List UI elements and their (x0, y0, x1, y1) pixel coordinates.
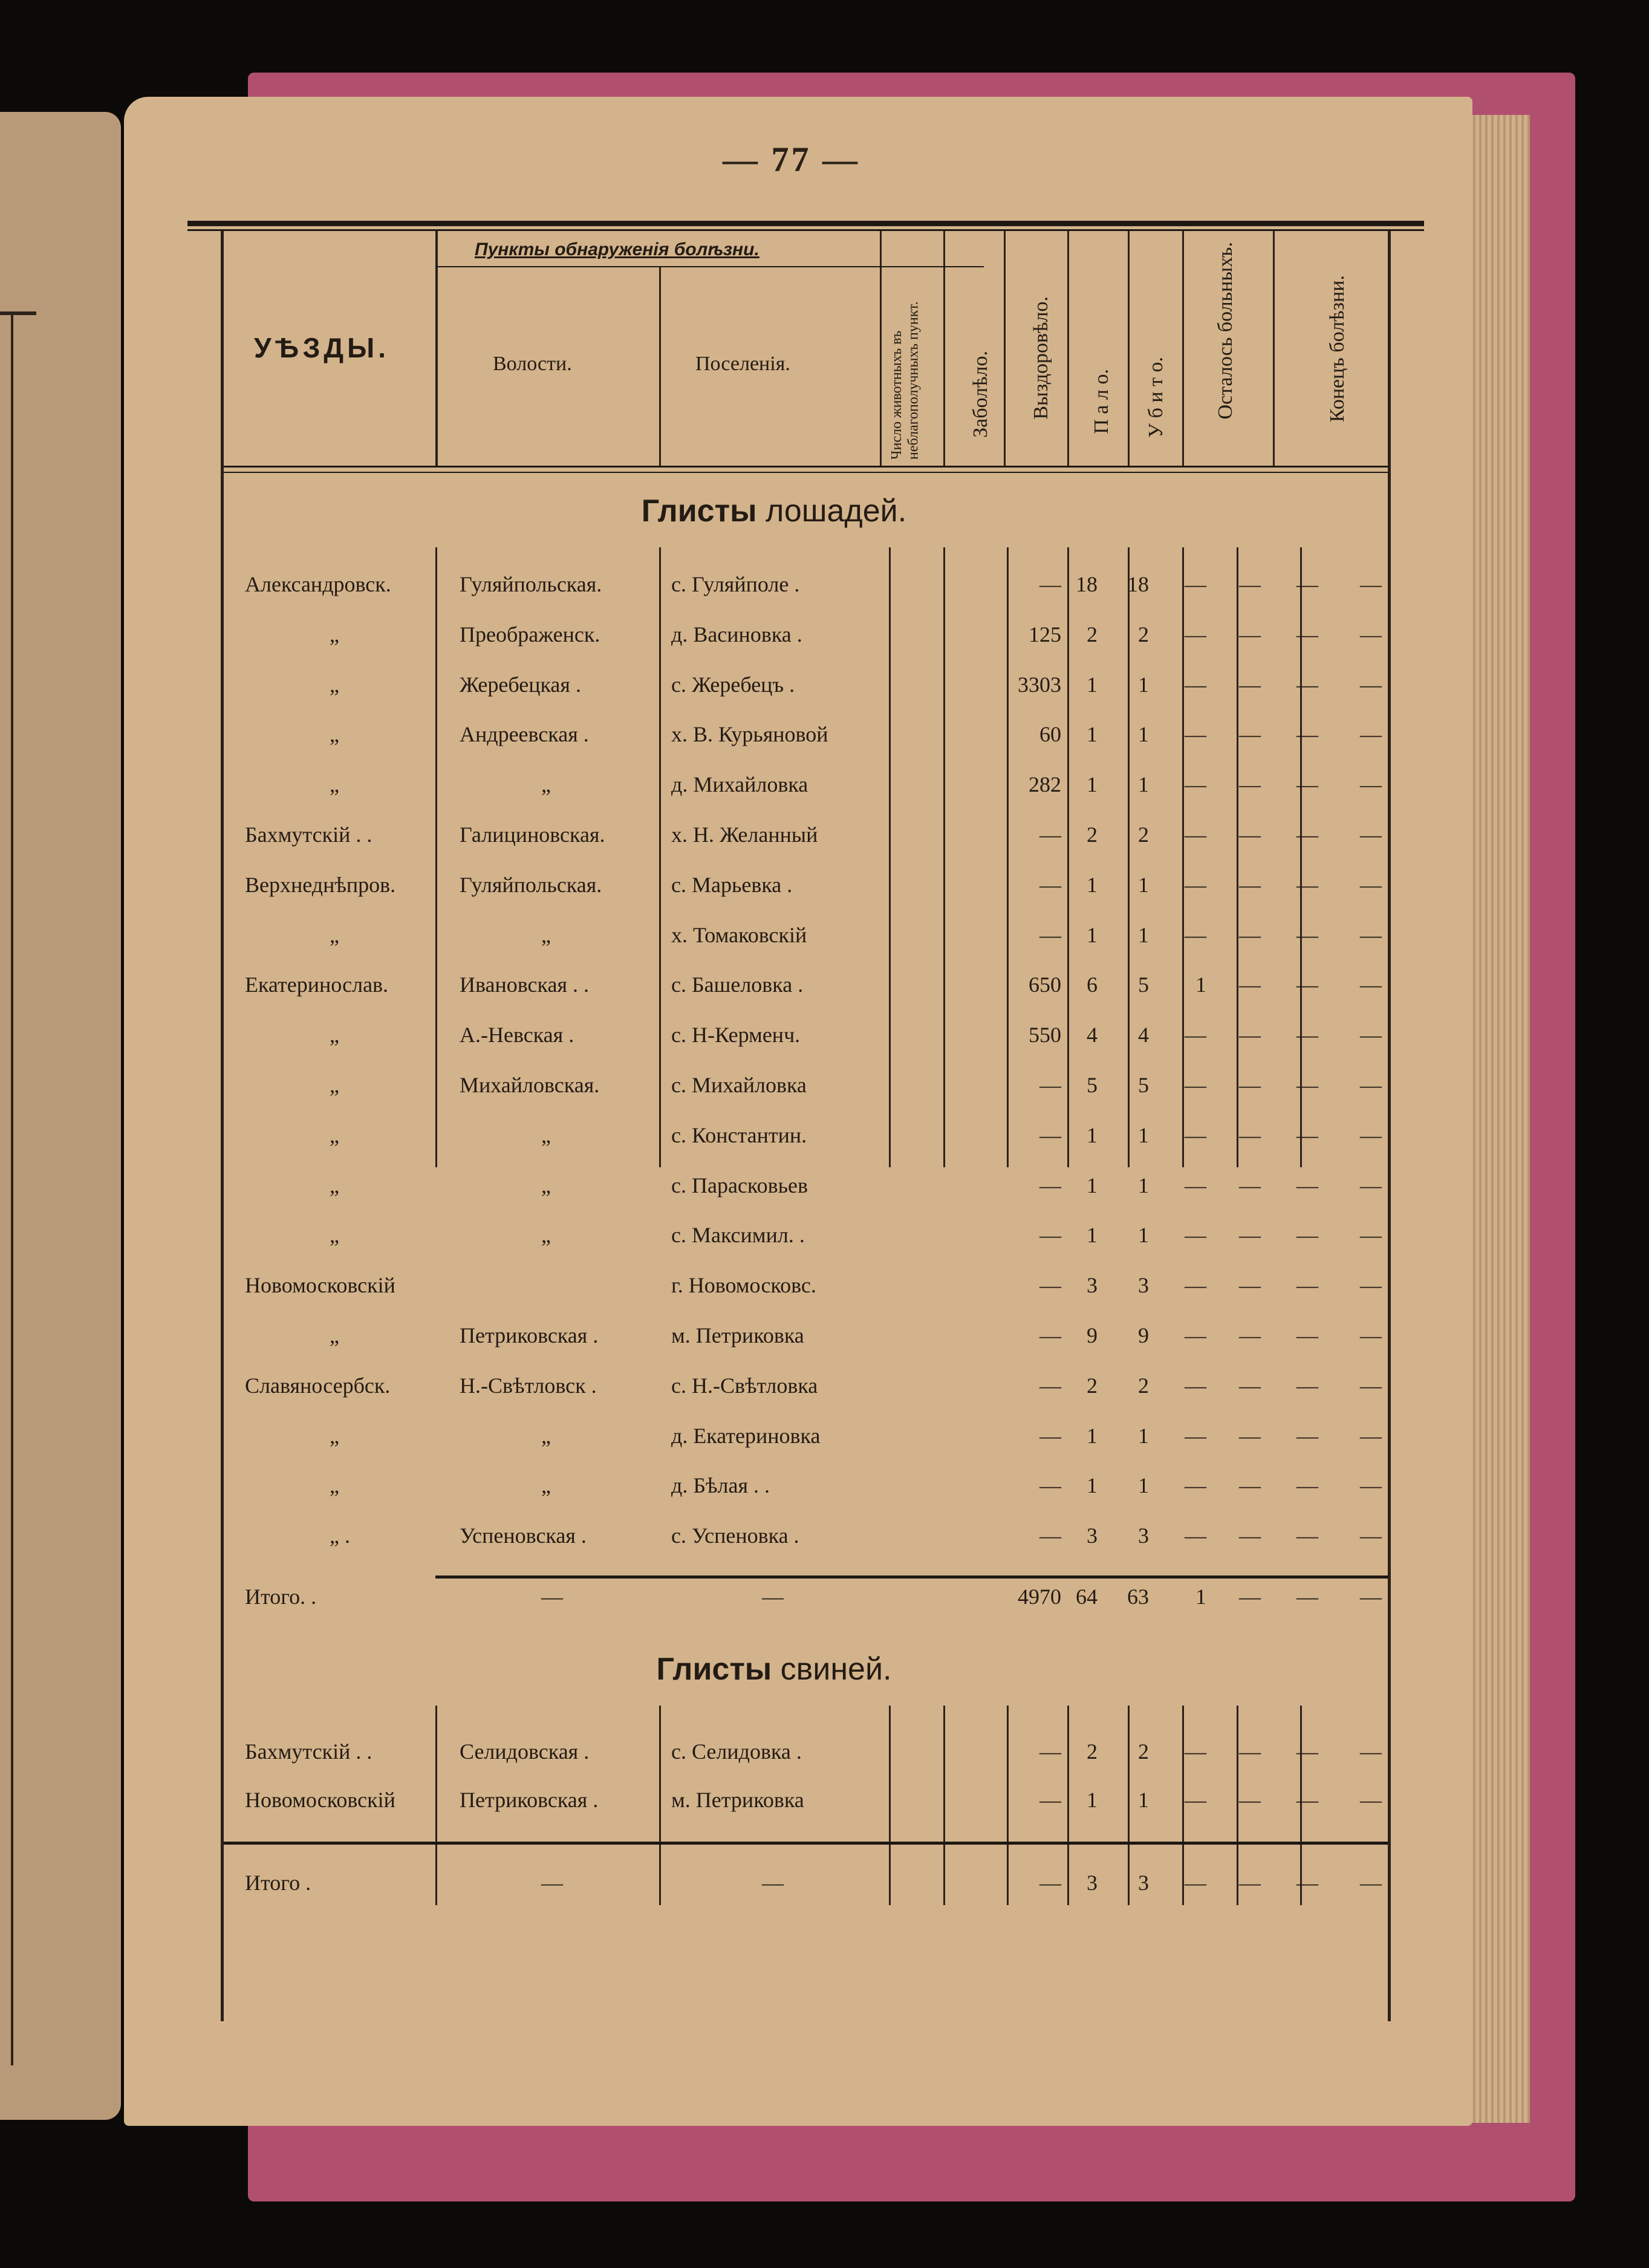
column-divider (889, 547, 891, 1167)
header-group: Пункты обнаруженія болѣзни. (475, 240, 759, 259)
table-cell: 1 (1087, 1788, 1098, 1812)
table-cell: — (1185, 622, 1206, 647)
table-cell: Преображенск. (460, 622, 600, 647)
table-cell: — (1039, 1788, 1061, 1812)
table-cell: — (1239, 973, 1261, 997)
table-cell: — (1239, 722, 1261, 747)
column-divider (435, 547, 437, 1167)
table-cell: 1 (1138, 672, 1149, 697)
table-cell: Гуляйпольская. (460, 872, 602, 897)
table-cell: Н.-Свѣтловск . (460, 1373, 597, 1398)
table-cell: Итого. . (245, 1585, 317, 1609)
table-cell: — (1296, 772, 1318, 797)
table-cell: — (1185, 1373, 1206, 1398)
table-cell: 1 (1195, 973, 1206, 997)
table-cell: Андреевская . (460, 722, 589, 747)
table-cell: — (1185, 1323, 1206, 1347)
table-cell: — (1360, 572, 1382, 596)
total-rule-2 (224, 1842, 1388, 1845)
table-cell: — (1296, 1073, 1318, 1097)
table-cell: — (1360, 1523, 1382, 1548)
table-cell: — (1039, 1223, 1061, 1248)
table-cell: — (1296, 1788, 1318, 1812)
table-cell: 3303 (1018, 672, 1061, 697)
table-cell: с. Константин. (671, 1123, 807, 1147)
header-konets: Конецъ болѣзни. (1326, 275, 1348, 423)
table-cell: 3 (1087, 1871, 1098, 1895)
table-cell: — (1185, 1871, 1206, 1895)
table-cell: — (1185, 823, 1206, 847)
header-ostalos: Осталось больныхъ. (1214, 242, 1237, 420)
page-number: — 77 — (723, 140, 860, 179)
table-cell: „ (330, 1123, 339, 1147)
table-cell: Верхнеднѣпров. (245, 872, 396, 897)
table-cell: с. Михайловка (671, 1073, 807, 1097)
table-cell: — (1239, 1173, 1261, 1198)
table-cell: 1 (1138, 1223, 1149, 1248)
header-vyzdorovelo: Выздоровѣло. (1030, 296, 1052, 420)
table-cell: — (1296, 572, 1318, 596)
left-page-edge (0, 112, 121, 2120)
table-cell: 2 (1138, 1739, 1149, 1764)
table-cell: — (1360, 1173, 1382, 1198)
header-palo: П а л о. (1090, 369, 1113, 434)
table-cell: — (1039, 1423, 1061, 1448)
table-cell: — (1296, 672, 1318, 697)
top-rule (187, 221, 1424, 226)
table-cell: — (1239, 1223, 1261, 1248)
table-cell: — (1296, 1739, 1318, 1764)
section-title-horses (100, 493, 1448, 529)
table-cell: с. Успеновка . (671, 1523, 799, 1548)
table-cell: Гуляйпольская. (460, 572, 602, 596)
table-cell: — (1039, 1323, 1061, 1347)
table-cell: 1 (1138, 1788, 1149, 1812)
table-cell: „ (330, 1023, 339, 1048)
table-cell: — (1239, 1585, 1261, 1609)
table-cell: Петриковская . (460, 1788, 599, 1812)
section-title-bold: Глисты (656, 1652, 772, 1687)
table-cell: — (1239, 1373, 1261, 1398)
table-cell: — (1296, 1173, 1318, 1198)
table-cell: — (1296, 1123, 1318, 1147)
left-page-rule (11, 311, 13, 2065)
table-cell: г. Новомосковс. (671, 1273, 816, 1298)
table-cell: 650 (1029, 973, 1061, 997)
table-cell: — (1185, 1123, 1206, 1147)
table-cell: — (1296, 1423, 1318, 1448)
table-cell: — (1039, 1073, 1061, 1097)
table-cell: — (1360, 922, 1382, 947)
table-cell: с. Башеловка . (671, 973, 804, 997)
table-cell: — (1360, 1788, 1382, 1812)
table-cell: — (1185, 1739, 1206, 1764)
table-cell: 1 (1087, 922, 1098, 947)
header-uezdy: УѢЗДЫ. (254, 332, 389, 363)
table-cell: 18 (1076, 572, 1098, 596)
table-cell: м. Петриковка (671, 1323, 804, 1347)
table-cell: — (1185, 1023, 1206, 1048)
table-cell: 2 (1138, 823, 1149, 847)
table-cell: „ (330, 722, 339, 747)
table-cell: — (1185, 1273, 1206, 1298)
table-cell: 5 (1138, 1073, 1149, 1097)
table-cell: — (1360, 772, 1382, 797)
table-cell: — (541, 1871, 563, 1895)
table-cell: — (1185, 1523, 1206, 1548)
table-cell: — (1239, 1323, 1261, 1347)
table-cell: д. Бѣлая . . (671, 1473, 770, 1498)
table-cell: — (1039, 922, 1061, 947)
table-cell: 1 (1087, 1223, 1098, 1248)
table-cell: — (1360, 1223, 1382, 1248)
table-cell: — (1185, 672, 1206, 697)
table-cell: 1 (1087, 1123, 1098, 1147)
table-cell: — (1360, 1739, 1382, 1764)
table-cell: — (1185, 872, 1206, 897)
table-cell: 60 (1039, 722, 1061, 747)
table-cell: 1 (1138, 1173, 1149, 1198)
table-cell: „ . (330, 1523, 350, 1548)
table-cell: — (1039, 823, 1061, 847)
table-cell: „ (330, 1073, 339, 1097)
table-cell: с. Гуляйполе . (671, 572, 800, 596)
table-cell: Александровск. (245, 572, 391, 596)
table-cell: „ (330, 622, 339, 647)
table-cell: „ (330, 1423, 339, 1448)
column-divider (1273, 231, 1275, 467)
table-cell: 1 (1138, 922, 1149, 947)
table-cell: — (1239, 1073, 1261, 1097)
column-divider (659, 547, 661, 1167)
table-cell: 18 (1127, 572, 1149, 596)
table-cell: — (1296, 1223, 1318, 1248)
table-cell: „ (541, 922, 551, 947)
column-divider (889, 1706, 891, 1905)
table-cell: 2 (1087, 823, 1098, 847)
table-cell: — (1239, 872, 1261, 897)
column-divider (1004, 231, 1006, 467)
table-cell: 1 (1138, 1473, 1149, 1498)
section-title-rest: лошадей. (765, 494, 907, 529)
table-cell: с. Марьевка . (671, 872, 793, 897)
table-cell: Жеребецкая . (460, 672, 581, 697)
table-cell: „ (541, 1123, 551, 1147)
section-title-rest: свиней. (780, 1652, 892, 1687)
table-cell: — (1296, 1473, 1318, 1498)
header-ubito: У б и т о. (1145, 357, 1167, 438)
table-cell: — (1296, 1323, 1318, 1347)
table-cell: — (1185, 572, 1206, 596)
table-cell: 3 (1138, 1523, 1149, 1548)
table-cell: Итого . (245, 1871, 311, 1895)
table-cell: Бахмутскій . . (245, 823, 372, 847)
table-cell: — (1296, 1585, 1318, 1609)
table-cell: — (1239, 1871, 1261, 1895)
column-divider (1182, 231, 1184, 467)
table-cell: — (1185, 722, 1206, 747)
table-cell: — (1296, 1023, 1318, 1048)
table-cell: — (1360, 1473, 1382, 1498)
table-cell: — (1360, 973, 1382, 997)
table-cell: с. Парасковьев (671, 1173, 808, 1198)
column-divider (943, 1706, 945, 1905)
table-cell: Михайловская. (460, 1073, 600, 1097)
column-divider (943, 547, 945, 1167)
table-cell: Новомосковскій (245, 1273, 395, 1298)
section-title-pigs (100, 1651, 1448, 1687)
table-cell: — (1296, 823, 1318, 847)
table-cell: — (1185, 1173, 1206, 1198)
table-cell: — (1360, 1871, 1382, 1895)
left-page-rule (0, 311, 36, 315)
table-cell: 125 (1029, 622, 1061, 647)
table-cell: — (1360, 1323, 1382, 1347)
table-cell: — (1296, 622, 1318, 647)
table-cell: х. В. Курьяновой (671, 722, 828, 747)
table-cell: 2 (1087, 622, 1098, 647)
table-cell: 9 (1138, 1323, 1149, 1347)
table-cell: — (1239, 1423, 1261, 1448)
table-cell: — (762, 1585, 784, 1609)
table-cell: м. Петриковка (671, 1788, 804, 1812)
table-cell: — (1039, 1523, 1061, 1548)
table-cell: — (1185, 922, 1206, 947)
header-zabolelo: Заболѣло. (969, 351, 992, 438)
column-divider (1128, 231, 1130, 467)
table-cell: — (1239, 922, 1261, 947)
table-cell: — (1239, 1273, 1261, 1298)
table-cell: — (1039, 1273, 1061, 1298)
table-cell: — (1039, 1123, 1061, 1147)
table-cell: 63 (1127, 1585, 1149, 1609)
table-cell: д. Васиновка . (671, 622, 802, 647)
table-cell: 2 (1087, 1739, 1098, 1764)
table-cell: „ (330, 672, 339, 697)
table-cell: — (1360, 1023, 1382, 1048)
table-cell: с. Н.-Свѣтловка (671, 1373, 818, 1398)
table-cell: 2 (1138, 622, 1149, 647)
table-cell: 1 (1087, 672, 1098, 697)
table-cell: д. Михайловка (671, 772, 808, 797)
table-cell: — (1185, 1223, 1206, 1248)
table-cell: 1 (1087, 1423, 1098, 1448)
table-cell: с. Н-Керменч. (671, 1023, 801, 1048)
table-cell: — (1360, 1073, 1382, 1097)
table-cell: — (1360, 1585, 1382, 1609)
table-cell: — (1239, 672, 1261, 697)
page-edges (1463, 115, 1530, 2123)
table-cell: „ (330, 1173, 339, 1198)
table-cell: 64 (1076, 1585, 1098, 1609)
table-cell: — (1185, 1423, 1206, 1448)
table-cell: „ (330, 1223, 339, 1248)
table-cell: „ (330, 1473, 339, 1498)
table-cell: — (541, 1585, 563, 1609)
table-cell: 3 (1138, 1871, 1149, 1895)
table-cell: — (1296, 1523, 1318, 1548)
table-cell: с. Максимил. . (671, 1223, 805, 1248)
table-cell: х. Н. Желанный (671, 823, 818, 847)
table-cell: — (1296, 1273, 1318, 1298)
table-cell: 1 (1195, 1585, 1206, 1609)
table-cell: 3 (1087, 1523, 1098, 1548)
table-cell: 3 (1087, 1273, 1098, 1298)
table-cell: „ (541, 1473, 551, 1498)
header-rule (224, 466, 1388, 468)
table-cell: Бахмутскій . . (245, 1739, 372, 1764)
table-cell: — (1039, 1473, 1061, 1498)
table-cell: 1 (1138, 772, 1149, 797)
table-cell: „ (541, 1173, 551, 1198)
table-cell: — (1239, 1523, 1261, 1548)
table-cell: — (1239, 1739, 1261, 1764)
table-cell: — (1296, 1871, 1318, 1895)
table-cell: — (1296, 722, 1318, 747)
total-rule (435, 1576, 1388, 1579)
header-rule-thin (224, 472, 1388, 473)
top-rule-thin (187, 229, 1424, 231)
table-cell: 5 (1138, 973, 1149, 997)
table-cell: „ (330, 922, 339, 947)
table-cell: 1 (1087, 872, 1098, 897)
table-cell: — (1360, 872, 1382, 897)
table-cell: — (1360, 622, 1382, 647)
table-cell: — (762, 1871, 784, 1895)
table-cell: — (1185, 1073, 1206, 1097)
table-cell: 4 (1087, 1023, 1098, 1048)
table-cell: — (1039, 1871, 1061, 1895)
table-cell: 4970 (1018, 1585, 1061, 1609)
column-divider (659, 266, 661, 466)
table-cell: 3 (1138, 1273, 1149, 1298)
table-cell: „ (541, 772, 551, 797)
table-cell: — (1239, 622, 1261, 647)
table-cell: 4 (1138, 1023, 1149, 1048)
table-cell: — (1360, 722, 1382, 747)
header-volosti: Волости. (493, 353, 572, 375)
table-cell: Екатеринослав. (245, 973, 389, 997)
table-cell: — (1360, 1423, 1382, 1448)
table-cell: 1 (1087, 1173, 1098, 1198)
table-cell: — (1360, 672, 1382, 697)
table-cell: „ (541, 1223, 551, 1248)
table-cell: 2 (1087, 1373, 1098, 1398)
table-cell: Славяносербск. (245, 1373, 391, 1398)
table-cell: — (1239, 823, 1261, 847)
table-cell: 9 (1087, 1323, 1098, 1347)
section-title-bold: Глисты (641, 494, 757, 529)
column-divider (1067, 231, 1069, 467)
table-cell: — (1039, 1173, 1061, 1198)
column-divider (659, 1706, 661, 1905)
header-poseleniya: Поселенія. (695, 353, 790, 375)
table-cell: 550 (1029, 1023, 1061, 1048)
table-cell: „ (330, 1323, 339, 1347)
table-cell: 5 (1087, 1073, 1098, 1097)
table-cell: — (1185, 1788, 1206, 1812)
table-cell: — (1360, 823, 1382, 847)
table-cell: Галициновская. (460, 823, 605, 847)
table-cell: — (1360, 1373, 1382, 1398)
table-cell: 1 (1087, 1473, 1098, 1498)
table-cell: Новомосковскій (245, 1788, 395, 1812)
table-cell: „ (541, 1423, 551, 1448)
table-cell: — (1239, 1788, 1261, 1812)
table-cell: — (1185, 772, 1206, 797)
table-cell: — (1239, 572, 1261, 596)
table-cell: 1 (1087, 772, 1098, 797)
table-cell: с. Жеребецъ . (671, 672, 795, 697)
table-cell: — (1296, 872, 1318, 897)
table-cell: — (1039, 872, 1061, 897)
table-cell: 2 (1138, 1373, 1149, 1398)
column-divider (435, 1706, 437, 1905)
table-cell: — (1296, 973, 1318, 997)
table-cell: Ивановская . . (460, 973, 590, 997)
table-cell: х. Томаковскій (671, 922, 807, 947)
table-cell: — (1239, 1123, 1261, 1147)
header-animals: Число животныхъ въ неблагополучныхъ пункт. (889, 301, 922, 460)
table-cell: „ (330, 772, 339, 797)
table-cell: 1 (1138, 1123, 1149, 1147)
table-cell: — (1360, 1273, 1382, 1298)
table-cell: — (1039, 1373, 1061, 1398)
table-cell: д. Екатериновка (671, 1423, 821, 1448)
table-cell: 1 (1138, 872, 1149, 897)
table-cell: — (1039, 1739, 1061, 1764)
book-page (124, 97, 1472, 2126)
table-cell: — (1360, 1123, 1382, 1147)
table-cell: Успеновская . (460, 1523, 587, 1548)
table-cell: 1 (1138, 722, 1149, 747)
table-cell: с. Селидовка . (671, 1739, 802, 1764)
table-cell: — (1239, 1023, 1261, 1048)
table-cell: 6 (1087, 973, 1098, 997)
table-cell: Селидовская . (460, 1739, 590, 1764)
table-cell: Петриковская . (460, 1323, 599, 1347)
table-cell: — (1239, 772, 1261, 797)
table-cell: — (1296, 922, 1318, 947)
table-cell: — (1296, 1373, 1318, 1398)
table-cell: — (1239, 1473, 1261, 1498)
table-cell: 282 (1029, 772, 1061, 797)
table-cell: 1 (1087, 722, 1098, 747)
table-cell: А.-Невская . (460, 1023, 574, 1048)
table-cell: — (1185, 1473, 1206, 1498)
table-cell: — (1039, 572, 1061, 596)
table-cell: 1 (1138, 1423, 1149, 1448)
